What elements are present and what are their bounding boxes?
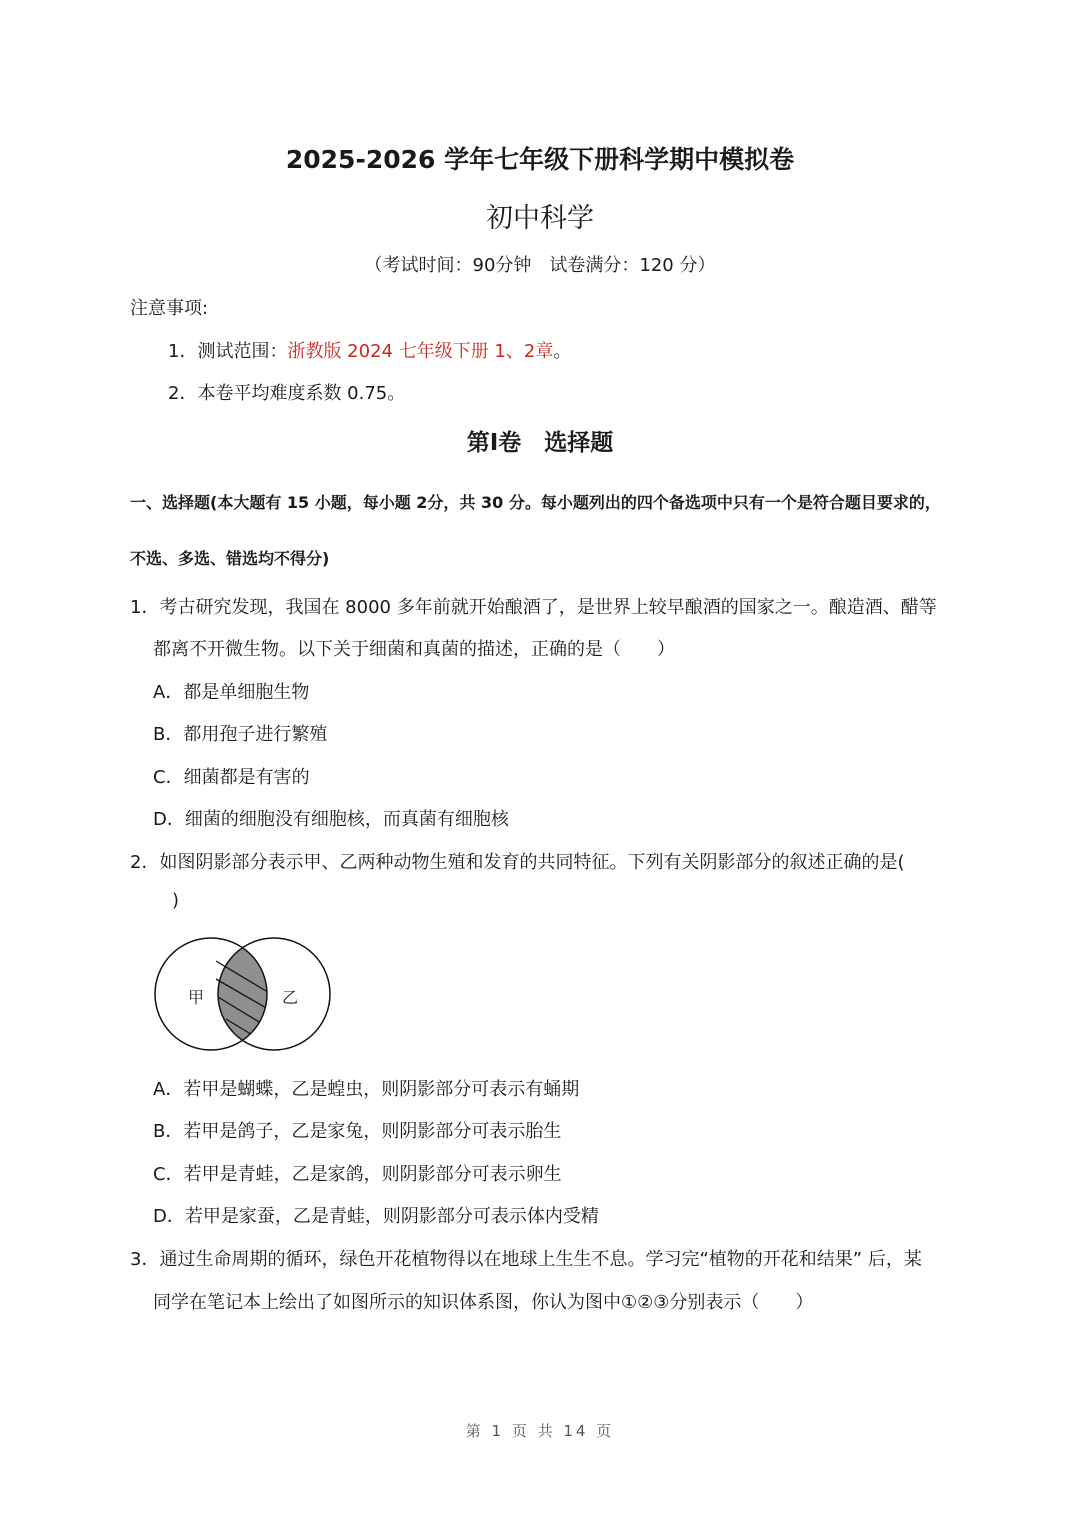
question-1-option-d: D．细菌的细胞没有细胞核，而真菌有细胞核 (153, 809, 509, 830)
question-2-stem-line-1: 2．如图阴影部分表示甲、乙两种动物生殖和发育的共同特征。下列有关阴影部分的叙述正确的是( (130, 852, 905, 873)
question-1-option-a: A．都是单细胞生物 (153, 682, 310, 703)
section-instruction-line-2: 不选、多选、错选均不得分) (130, 549, 330, 568)
exam-title: 2025-2026 学年七年级下册科学期中模拟卷 (285, 145, 795, 174)
question-1-option-b: B．都用孢子进行繁殖 (153, 724, 328, 745)
venn-label-left: 甲 (188, 988, 205, 1007)
notes-heading: 注意事项: (130, 298, 209, 319)
question-1-stem-line-1: 1．考古研究发现，我国在 8000 多年前就开始酿酒了，是世界上较早酿酒的国家之一。酿造酒、醋等 (130, 597, 937, 618)
exam-subtitle: 初中科学 (486, 203, 594, 234)
question-3-stem-line-1: 3．通过生命周期的循环，绿色开花植物得以在地球上生生不息。学习完“植物的开花和结果” 后，某 (130, 1249, 922, 1270)
notes-item-1-prefix: 1．测试范围： (168, 341, 288, 362)
question-2-option-d: D．若甲是家蚕，乙是青蛙，则阴影部分可表示体内受精 (153, 1206, 599, 1227)
section-instruction-line-1: 一、选择题(本大题有 15 小题，每小题 2分，共 30 分。每小题列出的四个备选项中只有一个是符合题目要求的， (130, 493, 941, 512)
question-3-stem-line-2: 同学在笔记本上绘出了如图所示的知识体系图，你认为图中①②③分别表示（ ） (153, 1292, 814, 1313)
venn-label-right: 乙 (282, 988, 299, 1007)
notes-item-1 (168, 337, 571, 363)
page-number-footer: 第 1 页 共 14 页 (465, 1422, 615, 1440)
notes-item-2: 2．本卷平均难度系数 0.75。 (168, 383, 406, 404)
venn-diagram (150, 933, 336, 1055)
test-scope: 浙教版 2024 七年级下册 1、2章 (287, 341, 554, 362)
question-2-stem-line-2: ) (172, 890, 180, 911)
question-1-option-c: C．细菌都是有害的 (153, 767, 310, 788)
section-title: 第Ⅰ卷 选择题 (466, 430, 614, 456)
question-2-option-a: A．若甲是蝴蝶，乙是蝗虫，则阴影部分可表示有蛹期 (153, 1079, 580, 1100)
question-1-stem-line-2: 都离不开微生物。以下关于细菌和真菌的描述，正确的是（ ） (153, 639, 675, 660)
question-2-option-b: B．若甲是鸽子，乙是家兔，则阴影部分可表示胎生 (153, 1121, 562, 1142)
question-2-option-c: C．若甲是青蛙，乙是家鸽，则阴影部分可表示卵生 (153, 1164, 562, 1185)
exam-info: （考试时间：90分钟 试卷满分：120 分） (364, 255, 716, 276)
notes-item-1-suffix: 。 (553, 341, 572, 362)
